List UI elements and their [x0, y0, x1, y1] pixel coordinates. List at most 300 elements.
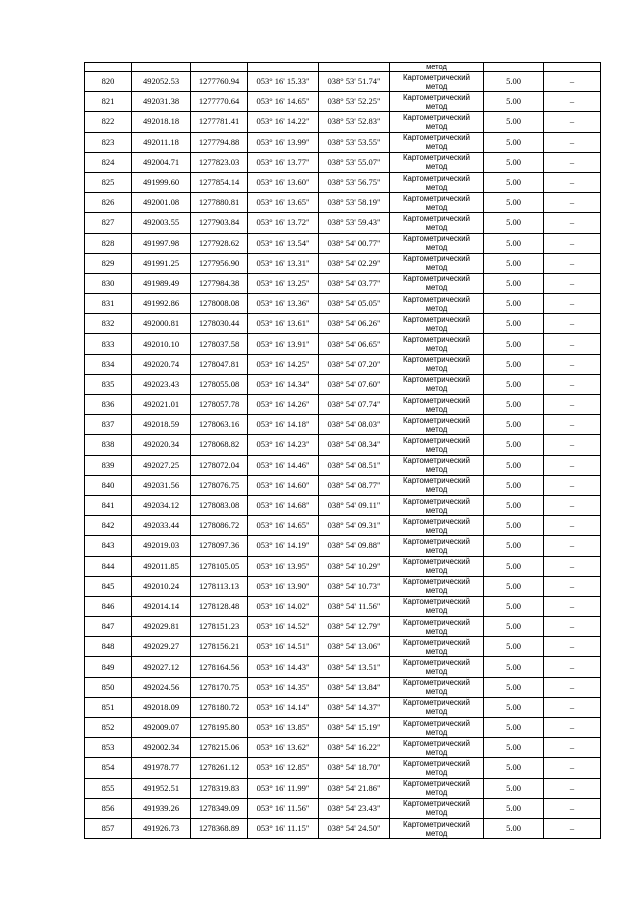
method-line-1: Картометрический [403, 274, 470, 284]
method-line-2: метод [425, 747, 448, 757]
cell-method [390, 172, 484, 192]
cell-y-coordinate: 1278128.48 [191, 596, 248, 616]
cell-empty [191, 63, 248, 72]
table-row [85, 132, 601, 152]
cell-point-number: 820 [85, 72, 132, 92]
cell-accuracy: 5.00 [484, 213, 544, 233]
method-line-1: Картометрический [403, 254, 470, 264]
table-row [85, 253, 601, 273]
cell-x-coordinate: 491952.51 [132, 778, 191, 798]
cell-method [390, 253, 484, 273]
cell-x-coordinate: 492004.71 [132, 152, 191, 172]
cell-accuracy: 5.00 [484, 778, 544, 798]
cell-latitude: 053° 16' 13.85" [248, 718, 319, 738]
method-line-1: Картометрический [403, 314, 470, 324]
table-row [85, 374, 601, 394]
cell-latitude: 053° 16' 13.65" [248, 193, 319, 213]
method-line-1: Картометрический [403, 72, 470, 82]
cell-y-coordinate: 1278261.12 [191, 758, 248, 778]
cell-y-coordinate: 1277781.41 [191, 112, 248, 132]
cell-x-coordinate: 492018.18 [132, 112, 191, 132]
method-line-1: Картометрический [403, 758, 470, 768]
cell-method [390, 132, 484, 152]
cell-latitude: 053° 16' 14.23" [248, 435, 319, 455]
cell-x-coordinate: 492033.44 [132, 516, 191, 536]
method-line-2: метод [425, 646, 448, 656]
cell-accuracy: 5.00 [484, 738, 544, 758]
cell-accuracy: 5.00 [484, 697, 544, 717]
method-line-1: Картометрический [403, 456, 470, 466]
cell-longitude: 038° 54' 08.77" [319, 475, 390, 495]
method-line-2: метод [425, 667, 448, 677]
table-row [85, 415, 601, 435]
cell-method [390, 697, 484, 717]
cell-accuracy: 5.00 [484, 657, 544, 677]
cell-longitude: 038° 53' 52.25" [319, 92, 390, 112]
cell-longitude: 038° 54' 21.86" [319, 778, 390, 798]
cell-longitude: 038° 54' 05.05" [319, 294, 390, 314]
cell-note: – [544, 294, 601, 314]
method-line-1: Картометрический [403, 577, 470, 587]
cell-note: – [544, 112, 601, 132]
table-row [85, 495, 601, 515]
cell-point-number: 857 [85, 818, 132, 838]
cell-y-coordinate: 1278072.04 [191, 455, 248, 475]
cell-point-number: 840 [85, 475, 132, 495]
table-row [85, 576, 601, 596]
method-line-1: Картометрический [403, 355, 470, 365]
cell-x-coordinate: 491926.73 [132, 818, 191, 838]
cell-y-coordinate: 1278368.89 [191, 818, 248, 838]
cell-point-number: 830 [85, 273, 132, 293]
cell-accuracy: 5.00 [484, 818, 544, 838]
table-row [85, 354, 601, 374]
cell-method [390, 516, 484, 536]
table-row [85, 435, 601, 455]
cell-point-number: 842 [85, 516, 132, 536]
cell-latitude: 053° 16' 11.56" [248, 798, 319, 818]
method-line-1: Картометрический [403, 637, 470, 647]
method-line-2: метод [425, 404, 448, 414]
cell-latitude: 053° 16' 14.22" [248, 112, 319, 132]
cell-x-coordinate: 492019.03 [132, 536, 191, 556]
cell-accuracy: 5.00 [484, 72, 544, 92]
cell-accuracy: 5.00 [484, 596, 544, 616]
cell-longitude: 038° 54' 09.11" [319, 495, 390, 515]
cell-accuracy: 5.00 [484, 395, 544, 415]
cell-latitude: 053° 16' 14.51" [248, 637, 319, 657]
table-row [85, 818, 601, 838]
cell-y-coordinate: 1278195.80 [191, 718, 248, 738]
method-line-1: Картометрический [403, 112, 470, 122]
cell-longitude: 038° 54' 16.22" [319, 738, 390, 758]
cell-point-number: 843 [85, 536, 132, 556]
cell-note: – [544, 132, 601, 152]
cell-y-coordinate: 1278164.56 [191, 657, 248, 677]
table-row [85, 657, 601, 677]
cell-point-number: 845 [85, 576, 132, 596]
method-line-1: Картометрический [403, 779, 470, 789]
cell-method [390, 213, 484, 233]
table-row [85, 738, 601, 758]
cell-longitude: 038° 54' 14.37" [319, 697, 390, 717]
cell-y-coordinate: 1277984.38 [191, 273, 248, 293]
cell-method [390, 92, 484, 112]
method-line-1: Картометрический [403, 193, 470, 203]
cell-accuracy: 5.00 [484, 677, 544, 697]
cell-longitude: 038° 54' 09.31" [319, 516, 390, 536]
cell-longitude: 038° 54' 06.65" [319, 334, 390, 354]
cell-x-coordinate: 492018.59 [132, 415, 191, 435]
cell-accuracy: 5.00 [484, 92, 544, 112]
cell-method [390, 617, 484, 637]
table-row [85, 455, 601, 475]
cell-note: – [544, 92, 601, 112]
cell-accuracy: 5.00 [484, 314, 544, 334]
cell-method [390, 193, 484, 213]
cell-method [390, 112, 484, 132]
method-line-1: Картометрический [403, 718, 470, 728]
method-line-1: Картометрический [403, 476, 470, 486]
cell-latitude: 053° 16' 14.26" [248, 395, 319, 415]
cell-longitude: 038° 54' 10.73" [319, 576, 390, 596]
cell-y-coordinate: 1278055.08 [191, 374, 248, 394]
cell-latitude: 053° 16' 13.77" [248, 152, 319, 172]
cell-method [390, 233, 484, 253]
cell-method [390, 818, 484, 838]
cell-longitude: 038° 53' 58.19" [319, 193, 390, 213]
cell-x-coordinate: 492052.53 [132, 72, 191, 92]
method-line-2: метод [425, 263, 448, 273]
method-line-2: метод [425, 485, 448, 495]
coordinates-table [84, 62, 601, 839]
table-row [85, 536, 601, 556]
cell-accuracy: 5.00 [484, 294, 544, 314]
cell-x-coordinate: 492009.07 [132, 718, 191, 738]
cell-note: – [544, 193, 601, 213]
cell-latitude: 053° 16' 14.46" [248, 455, 319, 475]
table-row [85, 475, 601, 495]
method-line-2: метод [425, 525, 448, 535]
cell-note: – [544, 556, 601, 576]
cell-y-coordinate: 1277770.64 [191, 92, 248, 112]
cell-longitude: 038° 54' 00.77" [319, 233, 390, 253]
table-row [85, 72, 601, 92]
cell-latitude: 053° 16' 11.99" [248, 778, 319, 798]
table-row [85, 112, 601, 132]
cell-point-number: 853 [85, 738, 132, 758]
cell-note: – [544, 253, 601, 273]
cell-x-coordinate: 492031.56 [132, 475, 191, 495]
cell-note: – [544, 354, 601, 374]
cell-method [390, 415, 484, 435]
cell-point-number: 841 [85, 495, 132, 515]
cell-note: – [544, 798, 601, 818]
method-line-1: Картометрический [403, 617, 470, 627]
cell-empty [132, 63, 191, 72]
cell-accuracy: 5.00 [484, 455, 544, 475]
cell-method [390, 152, 484, 172]
method-line-1: Картометрический [403, 395, 470, 405]
cell-x-coordinate: 492029.81 [132, 617, 191, 637]
cell-x-coordinate: 492000.81 [132, 314, 191, 334]
cell-longitude: 038° 54' 07.20" [319, 354, 390, 374]
cell-y-coordinate: 1278319.83 [191, 778, 248, 798]
cell-latitude: 053° 16' 13.95" [248, 556, 319, 576]
cell-point-number: 854 [85, 758, 132, 778]
cell-accuracy: 5.00 [484, 576, 544, 596]
cell-latitude: 053° 16' 13.60" [248, 172, 319, 192]
cell-method [390, 758, 484, 778]
method-line-2: метод [425, 424, 448, 434]
cell-x-coordinate: 492023.43 [132, 374, 191, 394]
cell-longitude: 038° 54' 08.03" [319, 415, 390, 435]
cell-latitude: 053° 16' 13.25" [248, 273, 319, 293]
cell-empty [248, 63, 319, 72]
method-line-2: метод [425, 566, 448, 576]
cell-empty [319, 63, 390, 72]
method-line-2: метод [425, 767, 448, 777]
cell-note: – [544, 152, 601, 172]
table-row [85, 778, 601, 798]
cell-latitude: 053° 16' 13.54" [248, 233, 319, 253]
table-row [85, 152, 601, 172]
cell-accuracy: 5.00 [484, 132, 544, 152]
cell-note: – [544, 475, 601, 495]
method-line-2: метод [425, 505, 448, 515]
cell-x-coordinate: 492029.27 [132, 637, 191, 657]
cell-note: – [544, 395, 601, 415]
method-line-1: Картометрический [403, 557, 470, 567]
method-line-1: Картометрический [403, 516, 470, 526]
cell-note: – [544, 415, 601, 435]
cell-latitude: 053° 16' 13.62" [248, 738, 319, 758]
table-row [85, 758, 601, 778]
cell-longitude: 038° 54' 11.56" [319, 596, 390, 616]
method-line-1: Картометрический [403, 799, 470, 809]
cell-longitude: 038° 54' 02.29" [319, 253, 390, 273]
method-line-2: метод [425, 243, 448, 253]
cell-y-coordinate: 1277956.90 [191, 253, 248, 273]
cell-x-coordinate: 491989.49 [132, 273, 191, 293]
cell-note: – [544, 637, 601, 657]
cell-accuracy: 5.00 [484, 415, 544, 435]
cell-y-coordinate: 1278170.75 [191, 677, 248, 697]
cell-note: – [544, 72, 601, 92]
cell-empty [544, 63, 601, 72]
table-row [85, 395, 601, 415]
cell-x-coordinate: 491997.98 [132, 233, 191, 253]
cell-accuracy: 5.00 [484, 435, 544, 455]
table-row [85, 172, 601, 192]
table-row [85, 596, 601, 616]
cell-latitude: 053° 16' 13.61" [248, 314, 319, 334]
cell-latitude: 053° 16' 14.02" [248, 596, 319, 616]
cell-x-coordinate: 492011.18 [132, 132, 191, 152]
method-line-2: метод [425, 828, 448, 838]
cell-accuracy: 5.00 [484, 334, 544, 354]
cell-latitude: 053° 16' 15.33" [248, 72, 319, 92]
cell-longitude: 038° 54' 24.50" [319, 818, 390, 838]
cell-accuracy: 5.00 [484, 112, 544, 132]
cell-point-number: 836 [85, 395, 132, 415]
method-line-2: метод [425, 687, 448, 697]
method-line-1: Картометрический [403, 173, 470, 183]
table-row [85, 516, 601, 536]
cell-latitude: 053° 16' 13.99" [248, 132, 319, 152]
cell-point-number: 846 [85, 596, 132, 616]
cell-note: – [544, 617, 601, 637]
cell-latitude: 053° 16' 13.36" [248, 294, 319, 314]
cell-point-number: 828 [85, 233, 132, 253]
method-line-2: метод [425, 586, 448, 596]
table-row [85, 718, 601, 738]
method-line-2: метод [425, 283, 448, 293]
cell-longitude: 038° 54' 12.79" [319, 617, 390, 637]
cell-method [390, 395, 484, 415]
cell-note: – [544, 596, 601, 616]
cell-note: – [544, 657, 601, 677]
cell-method [390, 374, 484, 394]
cell-latitude: 053° 16' 11.15" [248, 818, 319, 838]
cell-note: – [544, 758, 601, 778]
cell-method [390, 495, 484, 515]
cell-accuracy: 5.00 [484, 253, 544, 273]
cell-y-coordinate: 1277880.81 [191, 193, 248, 213]
cell-accuracy: 5.00 [484, 718, 544, 738]
method-line-1: Картометрический [403, 415, 470, 425]
cell-latitude: 053° 16' 14.18" [248, 415, 319, 435]
method-line-1: Картометрический [403, 698, 470, 708]
cell-note: – [544, 536, 601, 556]
cell-x-coordinate: 492014.14 [132, 596, 191, 616]
cell-latitude: 053° 16' 14.19" [248, 536, 319, 556]
cell-accuracy: 5.00 [484, 637, 544, 657]
cell-point-number: 834 [85, 354, 132, 374]
method-line-2: метод [425, 444, 448, 454]
table-row [85, 334, 601, 354]
cell-latitude: 053° 16' 12.85" [248, 758, 319, 778]
cell-point-number: 855 [85, 778, 132, 798]
method-line-2: метод [425, 626, 448, 636]
table-row-continued [85, 63, 601, 72]
cell-accuracy: 5.00 [484, 798, 544, 818]
method-line-2: метод [425, 323, 448, 333]
cell-method [390, 677, 484, 697]
cell-accuracy: 5.00 [484, 536, 544, 556]
cell-x-coordinate: 491978.77 [132, 758, 191, 778]
cell-y-coordinate: 1277823.03 [191, 152, 248, 172]
cell-method [390, 657, 484, 677]
cell-y-coordinate: 1277854.14 [191, 172, 248, 192]
cell-longitude: 038° 54' 15.19" [319, 718, 390, 738]
method-line-2: метод [425, 222, 448, 232]
method-line-2: метод [425, 727, 448, 737]
cell-y-coordinate: 1278097.36 [191, 536, 248, 556]
cell-x-coordinate: 492002.34 [132, 738, 191, 758]
cell-y-coordinate: 1278030.44 [191, 314, 248, 334]
cell-y-coordinate: 1278008.08 [191, 294, 248, 314]
cell-latitude: 053° 16' 14.68" [248, 495, 319, 515]
cell-note: – [544, 455, 601, 475]
cell-y-coordinate: 1278105.05 [191, 556, 248, 576]
cell-method [390, 556, 484, 576]
cell-method [390, 435, 484, 455]
cell-note: – [544, 697, 601, 717]
cell-latitude: 053° 16' 14.35" [248, 677, 319, 697]
table-row [85, 314, 601, 334]
cell-y-coordinate: 1278057.78 [191, 395, 248, 415]
cell-x-coordinate: 492020.74 [132, 354, 191, 374]
method-line-2: метод [425, 81, 448, 91]
cell-longitude: 038° 53' 59.43" [319, 213, 390, 233]
cell-note: – [544, 273, 601, 293]
method-line-2: метод [425, 606, 448, 616]
cell-method [390, 334, 484, 354]
cell-note: – [544, 718, 601, 738]
cell-latitude: 053° 16' 13.72" [248, 213, 319, 233]
table-row [85, 798, 601, 818]
method-line-2: метод [425, 303, 448, 313]
cell-point-number: 832 [85, 314, 132, 334]
cell-latitude: 053° 16' 14.34" [248, 374, 319, 394]
cell-point-number: 847 [85, 617, 132, 637]
method-line-2: метод [425, 788, 448, 798]
cell-longitude: 038° 53' 53.55" [319, 132, 390, 152]
method-line-1: Картометрический [403, 597, 470, 607]
cell-note: – [544, 576, 601, 596]
cell-latitude: 053° 16' 14.65" [248, 92, 319, 112]
cell-note: – [544, 213, 601, 233]
cell-longitude: 038° 54' 13.84" [319, 677, 390, 697]
cell-latitude: 053° 16' 13.90" [248, 576, 319, 596]
table-row [85, 294, 601, 314]
table-row [85, 92, 601, 112]
cell-x-coordinate: 492027.25 [132, 455, 191, 475]
cell-longitude: 038° 54' 08.34" [319, 435, 390, 455]
cell-point-number: 856 [85, 798, 132, 818]
cell-accuracy: 5.00 [484, 233, 544, 253]
method-line-1: Картометрический [403, 658, 470, 668]
cell-accuracy: 5.00 [484, 516, 544, 536]
cell-point-number: 852 [85, 718, 132, 738]
cell-latitude: 053° 16' 14.14" [248, 697, 319, 717]
cell-accuracy: 5.00 [484, 617, 544, 637]
cell-y-coordinate: 1278086.72 [191, 516, 248, 536]
method-line-2: метод [425, 162, 448, 172]
cell-longitude: 038° 54' 13.51" [319, 657, 390, 677]
cell-method [390, 718, 484, 738]
cell-point-number: 848 [85, 637, 132, 657]
method-line-1: Картометрический [403, 153, 470, 163]
cell-note: – [544, 738, 601, 758]
cell-note: – [544, 516, 601, 536]
method-line-1: Картометрический [403, 435, 470, 445]
cell-longitude: 038° 53' 56.75" [319, 172, 390, 192]
cell-x-coordinate: 492010.24 [132, 576, 191, 596]
cell-point-number: 851 [85, 697, 132, 717]
method-line-1: Картометрический [403, 335, 470, 345]
method-line-2: метод [425, 545, 448, 555]
method-line-1: Картометрический [403, 294, 470, 304]
table-row [85, 193, 601, 213]
method-line-1: Картометрический [403, 536, 470, 546]
method-line-2: метод [425, 182, 448, 192]
cell-method [390, 738, 484, 758]
cell-longitude: 038° 53' 51.74" [319, 72, 390, 92]
table-row [85, 617, 601, 637]
table-body [85, 63, 601, 839]
